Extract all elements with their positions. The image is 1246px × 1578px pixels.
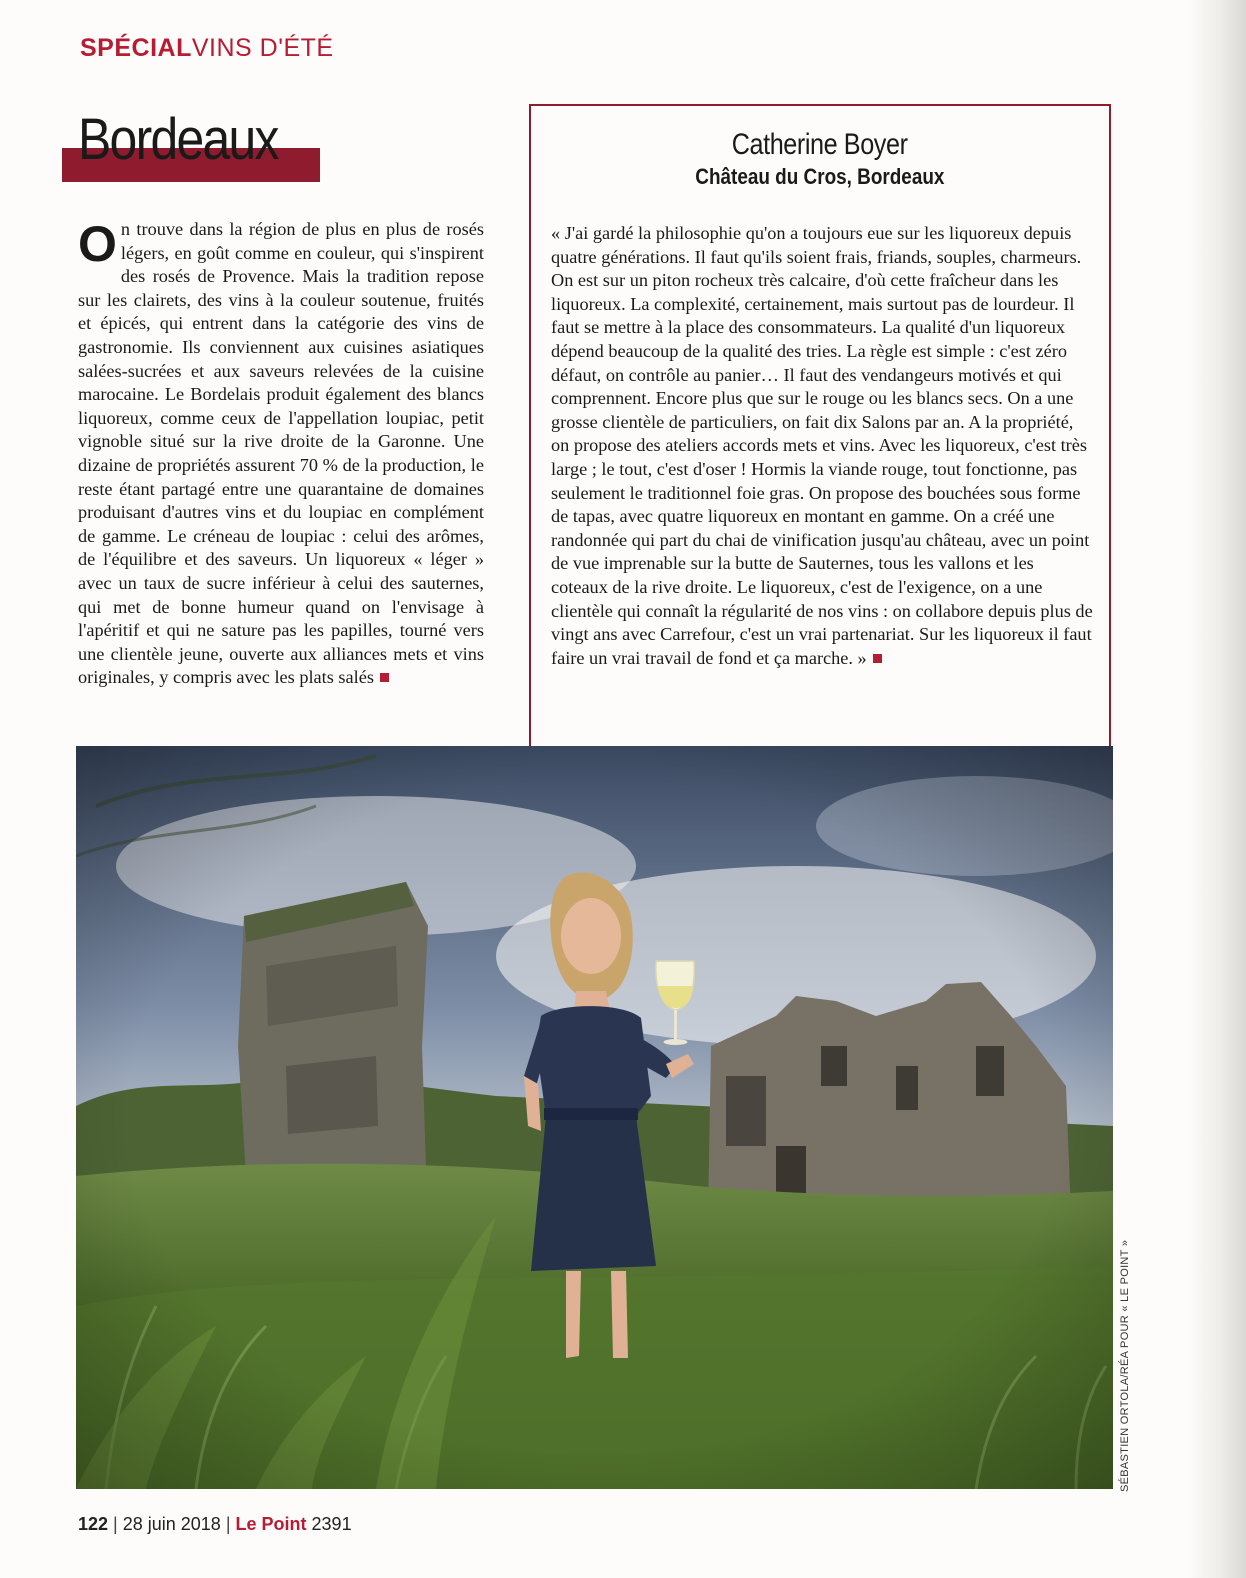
end-mark-icon: [873, 654, 882, 663]
photo-illustration: [76, 746, 1113, 1489]
page-edge: [1186, 0, 1246, 1578]
portrait-photo: [76, 746, 1113, 1489]
article-body: [78, 218, 484, 690]
page-footer: 122 | 28 juin 2018 | Le Point 2391: [78, 1514, 352, 1534]
issue-number: 2391: [311, 1514, 352, 1534]
quote-text: « J'ai gardé la philosophie qu'on a toujours eue sur les liquoreux depuis quatre générations. Il faut qu'ils soient frais, friands, souples, charmeurs. On est sur un piton rocheux très calcaire, d'où cette fraîcheur dans les liquoreux. La complexité, certainement, mais surtout pas de lourdeur. Il faut se mettre à la place des consommateurs. La qualité d'un liquoreux dépend beaucoup de la qualité des tries. La règle est simple : c'est zéro défaut, on contrôle au panier… Il faut des vendangeurs motivés et qui comprennent. Encore plus que sur le rouge ou les blancs secs. On a une grosse clientèle de particuliers, on fait dix Salons par an. A la propriété, on propose des ateliers accords mets et vins. Avec les liquoreux, c'est très large ; le tout, c'est d'oser ! Hormis la viande rouge, tout fonctionne, pas seulement le traditionnel foie gras. On propose des bouchées sous forme de tapas, avec quatre liquoreux en montant en gamme. On a créé une randonnée qui part du chai de vinification jusqu'au château, avec un point de vue imprenable sur la butte de Sauternes, tous les vallons et les coteaux de la rive droite. Le liquoreux, c'est de l'exigence, on a une clientèle qui connaît la régularité de nos vins : on collabore depuis plus de vingt ans avec Carrefour, c'est un vrai partenariat. Sur les liquoreux il faut faire un vrai travail de fond et ça marche. »: [551, 223, 1093, 668]
rubric-theme: VINS D'ÉTÉ: [191, 34, 334, 62]
rubric-special: SPÉCIAL: [80, 34, 192, 62]
photo-credit: SÉBASTIEN ORTOLA/RÉA POUR « LE POINT »: [1119, 1239, 1131, 1492]
page-number: 122: [78, 1514, 109, 1534]
interviewee-header: [620, 0, 1020, 200]
interviewee-estate: Château du Cros, Bordeaux: [695, 164, 945, 189]
drop-cap: O: [78, 216, 117, 272]
article-text: n trouve dans la région de plus en plus de rosés légers, en goût comme en couleur, qui s'inspirent des rosés de Provence. Mais la tradition repose sur les clairets, des vins à la couleur soutenue, fruités et épicés, qui entrent dans la catégorie des vins de gastronomie. Ils conviennent aux cuisines asiatiques salées-sucrées et aux saveurs relevées de la cuisine marocaine. Le Bordelais produit également des blancs liquoreux, comme ceux de l'appellation loupiac, petit vignoble situé sur la rive droite de la Garonne. Une dizaine de propriétés assurent 70 % de la production, le reste étant partagé entre une quarantaine de domaines produisant d'autres vins et du loupiac en complément de gamme. Le créneau de loupiac : celui des arômes, de l'équilibre et des saveurs. Un liquoreux « léger » avec un taux de sucre inférieur à celui des sauternes, qui met de bonne humeur quand on l'envisage à l'apéritif et qui ne sature pas les papilles, tourné vers une clientèle jeune, ouverte aux alliances mets et vins originales, y compris avec les plats salés: [78, 219, 484, 688]
interview-quote: [551, 222, 1095, 670]
magazine-name: Le Point: [235, 1514, 307, 1534]
section-rubric: [80, 34, 334, 63]
end-mark-icon: [380, 673, 389, 682]
interviewee-name: Catherine Boyer: [732, 128, 908, 161]
region-title: Bordeaux: [78, 107, 278, 172]
issue-date: 28 juin 2018: [122, 1514, 221, 1534]
